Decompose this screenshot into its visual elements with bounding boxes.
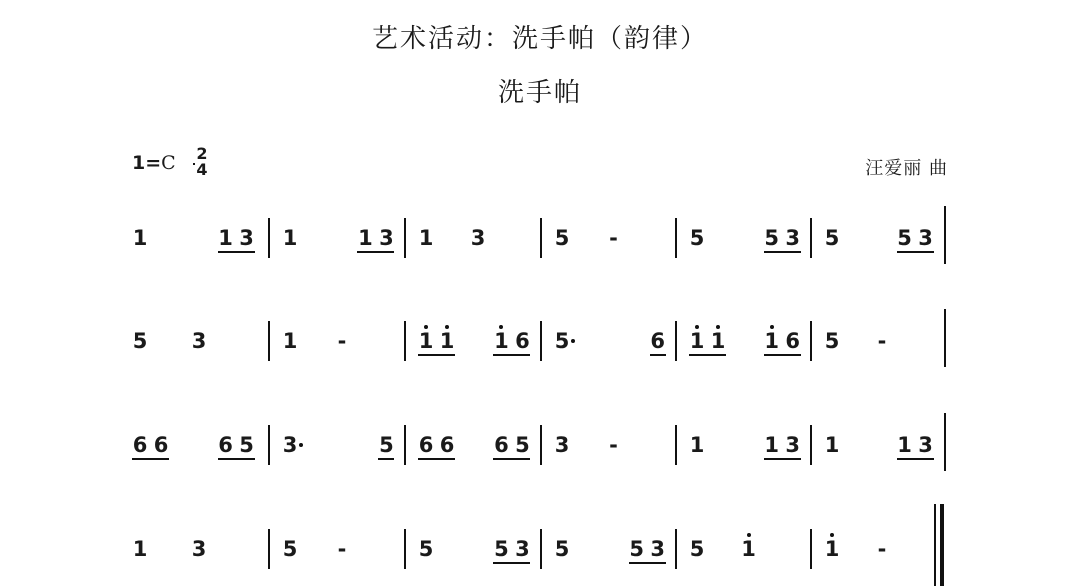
key-prefix: 1= (132, 152, 162, 174)
note: 5 (494, 537, 509, 561)
note: 1 (218, 226, 233, 250)
row-end-barline (944, 206, 946, 264)
note: 5 (764, 226, 779, 250)
note: 5 (554, 537, 570, 561)
eighth-underline (764, 251, 801, 253)
octave-dot (695, 325, 699, 329)
note: 6 (515, 329, 530, 353)
note: 5 (515, 433, 530, 457)
note: 5 (629, 537, 644, 561)
note: 6 (218, 433, 233, 457)
note: 1 (824, 433, 840, 457)
note: 3 (918, 433, 933, 457)
eighth-underline (132, 458, 169, 460)
note: 1 (706, 329, 730, 353)
time-signature-divider (193, 163, 195, 165)
eighth-underline (689, 354, 726, 356)
note: 5 (689, 226, 705, 250)
note: 5 (897, 226, 912, 250)
barline (675, 218, 677, 258)
note: 1 (132, 537, 148, 561)
barline (404, 529, 406, 569)
note: 1 (820, 537, 844, 561)
note: 5 (550, 329, 574, 353)
dash-extension: - (337, 537, 347, 561)
note: 3 (278, 433, 302, 457)
barline (540, 529, 542, 569)
note: 1 (132, 226, 148, 250)
barline (268, 321, 270, 361)
eighth-underline (493, 458, 530, 460)
note: 5 (689, 537, 705, 561)
dash-extension: - (337, 329, 347, 353)
note: 1 (282, 226, 298, 250)
barline (810, 425, 812, 465)
note: 1 (897, 433, 912, 457)
eighth-underline (357, 251, 394, 253)
eighth-underline (418, 458, 455, 460)
song-title: 洗手帕 (497, 78, 582, 108)
eighth-underline (764, 354, 801, 356)
octave-dot (830, 533, 834, 537)
octave-dot (499, 325, 503, 329)
note: 1 (358, 226, 373, 250)
eighth-underline (418, 354, 455, 356)
note: 3 (239, 226, 254, 250)
final-barline-thick (940, 504, 944, 586)
barline (268, 218, 270, 258)
note: 5 (824, 329, 840, 353)
time-signature (193, 146, 211, 178)
barline (810, 321, 812, 361)
octave-dot (445, 325, 449, 329)
dash-extension: - (877, 537, 887, 561)
final-barline-thin (934, 504, 936, 586)
octave-dot (424, 325, 428, 329)
note: 5 (824, 226, 840, 250)
octave-dot (747, 533, 751, 537)
note: 3 (650, 537, 665, 561)
eighth-underline (897, 251, 934, 253)
augmentation-dot (571, 339, 575, 343)
barline (268, 425, 270, 465)
barline (268, 529, 270, 569)
note: 5 (418, 537, 434, 561)
note: 1 (435, 329, 459, 353)
eighth-underline (764, 458, 801, 460)
note: 6 (650, 329, 665, 353)
note: 5 (239, 433, 254, 457)
note: 3 (379, 226, 394, 250)
dash-extension: - (609, 226, 618, 250)
note: 6 (785, 329, 800, 353)
composer-credit: 汪爱丽 曲 (865, 158, 948, 179)
octave-dot (770, 325, 774, 329)
barline (810, 218, 812, 258)
note: 6 (418, 433, 434, 457)
note: 6 (132, 433, 148, 457)
eighth-underline (218, 458, 255, 460)
note: 5 (132, 329, 148, 353)
dash-extension: - (877, 329, 887, 353)
time-signature-bottom: 4 (196, 160, 208, 179)
barline (675, 321, 677, 361)
key-letter: C (161, 152, 176, 174)
note: 3 (470, 226, 486, 250)
note: 3 (191, 537, 207, 561)
key-signature (132, 152, 176, 174)
eighth-underline (218, 251, 255, 253)
note: 1 (760, 329, 784, 353)
octave-dot (716, 325, 720, 329)
page-title: 艺术活动：洗手帕（韵律） (371, 24, 708, 54)
note: 1 (414, 329, 438, 353)
barline (540, 321, 542, 361)
barline (675, 529, 677, 569)
time-signature-top: 2 (196, 144, 208, 163)
note: 3 (785, 433, 800, 457)
note: 1 (764, 433, 779, 457)
note: 1 (282, 329, 298, 353)
note: 3 (785, 226, 800, 250)
note: 3 (918, 226, 933, 250)
eighth-underline (897, 458, 934, 460)
barline (540, 218, 542, 258)
barline (404, 425, 406, 465)
dash-extension: - (609, 433, 618, 457)
eighth-underline (493, 354, 530, 356)
augmentation-dot (299, 443, 303, 447)
eighth-underline (650, 354, 666, 356)
note: 3 (191, 329, 207, 353)
barline (675, 425, 677, 465)
note: 1 (418, 226, 434, 250)
note: 5 (282, 537, 298, 561)
note: 6 (494, 433, 509, 457)
barline (404, 218, 406, 258)
note: 5 (379, 433, 394, 457)
note: 6 (153, 433, 169, 457)
barline (810, 529, 812, 569)
row-end-barline (944, 309, 946, 367)
note: 6 (439, 433, 455, 457)
eighth-underline (629, 562, 666, 564)
note: 1 (685, 329, 709, 353)
note: 5 (554, 226, 570, 250)
barline (404, 321, 406, 361)
note: 1 (689, 433, 705, 457)
row-end-barline (944, 413, 946, 471)
barline (540, 425, 542, 465)
eighth-underline (493, 562, 530, 564)
note: 3 (554, 433, 570, 457)
eighth-underline (378, 458, 394, 460)
note: 1 (489, 329, 513, 353)
note: 3 (515, 537, 530, 561)
note: 1 (737, 537, 761, 561)
